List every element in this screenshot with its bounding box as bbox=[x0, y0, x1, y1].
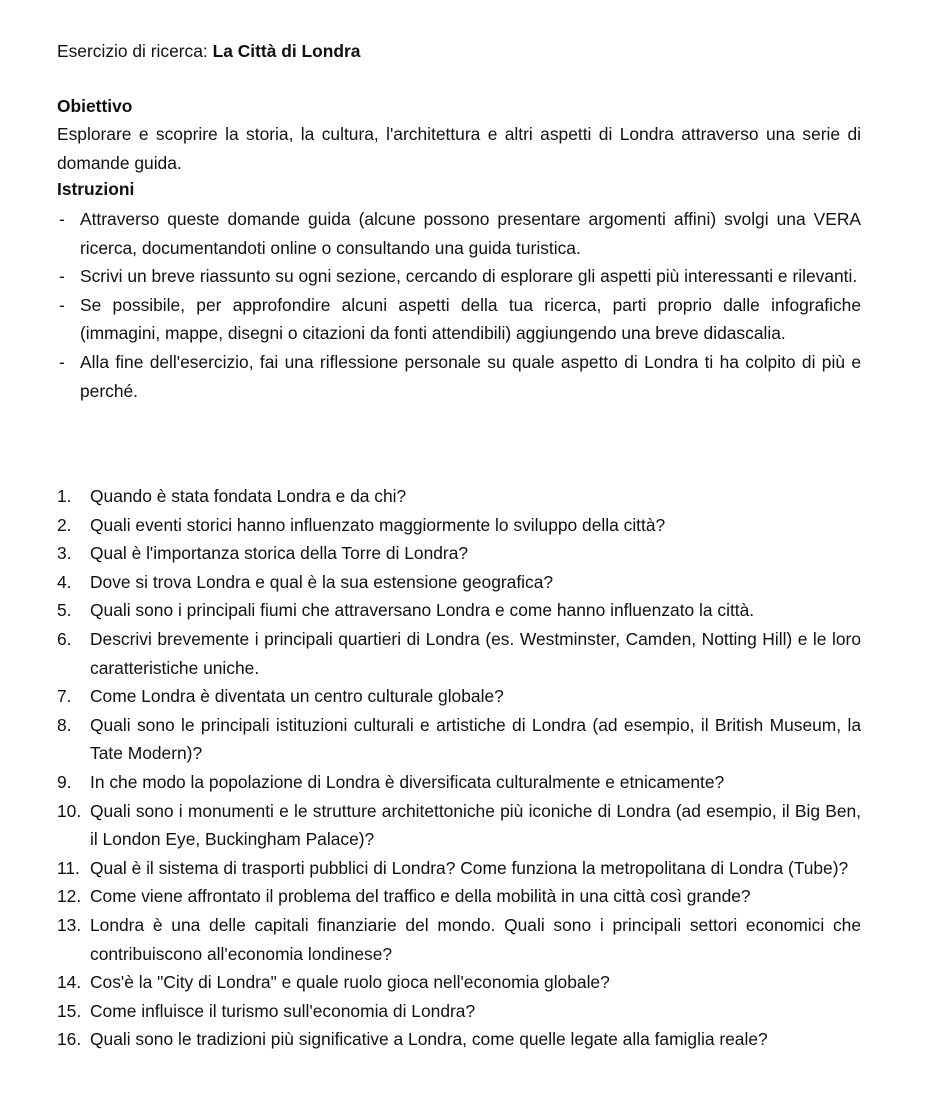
question-text: In che modo la popolazione di Londra è diversificata culturalmente e etnicamente? bbox=[90, 771, 725, 792]
question-text: Quali sono le tradizioni più significative a Londra, come quelle legate alla famiglia reale? bbox=[90, 1029, 768, 1050]
question-item bbox=[57, 511, 861, 540]
bullet-dash: - bbox=[59, 209, 65, 229]
question-number: 4. bbox=[57, 571, 72, 592]
question-text: Quali sono i monumenti e le strutture architettoniche più iconiche di Londra (ad esempio, il Big Ben, il London Eye, Buckingham Palace)? bbox=[90, 800, 861, 850]
question-number: 6. bbox=[57, 628, 72, 649]
question-item bbox=[57, 968, 861, 997]
question-number: 2. bbox=[57, 514, 72, 535]
question-text: Londra è una delle capitali finanziarie del mondo. Quali sono i principali settori economici che contribuiscono all'economia londinese? bbox=[90, 914, 861, 964]
question-text: Quali sono le principali istituzioni culturali e artistiche di Londra (ad esempio, il British Museum, la Tate Modern)? bbox=[90, 714, 861, 764]
question-item bbox=[57, 797, 861, 854]
question-number: 12. bbox=[57, 886, 82, 907]
question-number: 5. bbox=[57, 600, 72, 621]
question-text: Descrivi brevemente i principali quartieri di Londra (es. Westminster, Camden, Notting Hill) e le loro caratteristiche uniche. bbox=[90, 628, 861, 678]
instruction-text: Alla fine dell'esercizio, fai una riflessione personale su quale aspetto di Londra ti ha colpito di più e perché. bbox=[80, 351, 861, 401]
objective-heading: Obiettivo bbox=[57, 96, 133, 116]
question-number: 14. bbox=[57, 972, 82, 993]
question-text: Come influisce il turismo sull'economia di Londra? bbox=[90, 1000, 476, 1021]
instruction-item bbox=[57, 348, 861, 405]
question-item bbox=[57, 911, 861, 968]
instruction-text: Scrivi un breve riassunto su ogni sezione, cercando di esplorare gli aspetti più interessanti e rilevanti. bbox=[80, 266, 858, 287]
bullet-dash: - bbox=[59, 294, 65, 315]
question-number: 15. bbox=[57, 1000, 82, 1021]
question-number: 11. bbox=[57, 857, 80, 878]
instructions-list bbox=[57, 205, 861, 405]
question-text: Quali eventi storici hanno influenzato maggiormente lo sviluppo della città? bbox=[90, 514, 666, 535]
instruction-text: Se possibile, per approfondire alcuni aspetti della tua ricerca, parti proprio dalle infografiche (immagini, mappe, disegni o citazioni da fonti attendibili) aggiungendo una breve didascalia. bbox=[80, 294, 861, 344]
question-text: Cos'è la "City di Londra" e quale ruolo gioca nell'economia globale? bbox=[90, 972, 610, 993]
instruction-item bbox=[57, 205, 861, 262]
bullet-dash: - bbox=[59, 266, 65, 287]
questions-list bbox=[57, 482, 861, 1054]
question-number: 8. bbox=[57, 714, 72, 735]
question-item bbox=[57, 854, 861, 883]
question-item bbox=[57, 596, 861, 625]
question-number: 16. bbox=[57, 1029, 82, 1050]
instructions-heading: Istruzioni bbox=[57, 179, 135, 199]
title-prefix: Esercizio di ricerca: bbox=[57, 41, 208, 61]
question-text: Qual è il sistema di trasporti pubblici di Londra? Come funziona la metropolitana di Londra (Tube)? bbox=[90, 857, 849, 878]
instruction-item bbox=[57, 291, 861, 348]
question-number: 10. bbox=[57, 800, 82, 821]
question-item bbox=[57, 482, 861, 511]
question-item bbox=[57, 682, 861, 711]
bullet-dash: - bbox=[59, 351, 65, 372]
instruction-text: Attraverso queste domande guida (alcune possono presentare argomenti affini) svolgi una VERA ricerca, documentandoti online o consultando una guida turistica. bbox=[80, 209, 861, 258]
question-text: Come viene affrontato il problema del traffico e della mobilità in una città così grande? bbox=[90, 886, 751, 907]
question-text: Quando è stata fondata Londra e da chi? bbox=[90, 486, 407, 506]
instruction-item bbox=[57, 262, 861, 291]
question-item bbox=[57, 539, 861, 568]
document-title bbox=[57, 37, 360, 66]
question-item bbox=[57, 997, 861, 1026]
question-number: 7. bbox=[57, 686, 72, 707]
question-item bbox=[57, 711, 861, 768]
question-item bbox=[57, 768, 861, 797]
question-number: 13. bbox=[57, 914, 82, 935]
question-item bbox=[57, 625, 861, 682]
question-text: Qual è l'importanza storica della Torre di Londra? bbox=[90, 543, 469, 564]
question-text: Quali sono i principali fiumi che attraversano Londra e come hanno influenzato la città. bbox=[90, 600, 755, 621]
question-text: Dove si trova Londra e qual è la sua estensione geografica? bbox=[90, 571, 554, 592]
question-number: 1. bbox=[57, 486, 72, 506]
question-number: 3. bbox=[57, 543, 72, 564]
question-text: Come Londra è diventata un centro culturale globale? bbox=[90, 686, 504, 707]
question-item bbox=[57, 882, 861, 911]
question-item bbox=[57, 568, 861, 597]
objective-text: Esplorare e scoprire la storia, la cultura, l'architettura e altri aspetti di Londra attraverso una serie di domande guida. bbox=[57, 124, 861, 173]
question-item bbox=[57, 1025, 861, 1054]
title-main: La Città di Londra bbox=[212, 41, 361, 61]
question-number: 9. bbox=[57, 771, 72, 792]
